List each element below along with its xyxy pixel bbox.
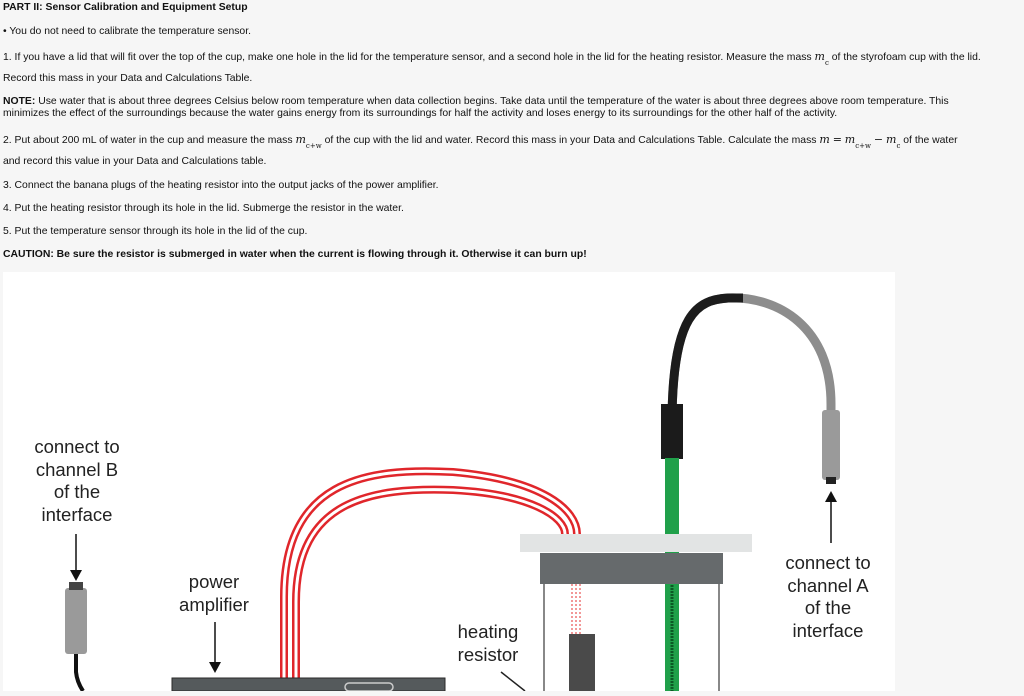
channel-a-plug-pins <box>826 477 836 484</box>
cup-lid <box>520 534 752 552</box>
note-line-1: NOTE: Use water that is about three degrees Celsius below room temperature when data collection begins. Take data until the temperature of the water is about three degrees above room temperature. This <box>3 96 949 107</box>
resistor-pointer <box>501 672 525 691</box>
power-amp-arrow <box>209 622 221 673</box>
step-1-line-1: 1. If you have a lid that will fit over the top of the cup, make one hole in the lid for the temperature sensor, and a second hole in the lid for the heating resistor. Measure the mass $m_c$ of the styrofoam cup with the lid. <box>3 50 981 67</box>
channel-a-label: connect to channel A of the interface <box>785 552 871 641</box>
heating-resistor-label: heating resistor <box>457 621 519 665</box>
step-1-line-2: Record this mass in your Data and Calculations Table. <box>3 73 253 84</box>
channel-b-plug-pins <box>69 582 83 590</box>
channel-a-plug <box>822 410 840 480</box>
step-4: 4. Put the heating resistor through its hole in the lid. Submerge the resistor in the water. <box>3 203 404 214</box>
equipment-setup-figure <box>3 272 895 691</box>
power-amplifier-label: power amplifier <box>179 571 249 615</box>
channel-a-arrow <box>825 491 837 543</box>
note-line-2: minimizes the effect of the surroundings because the water gains energy from its surroundings for half the activity and loses energy to its surroundings for the other half of the activity. <box>3 108 838 119</box>
sensor-handle <box>661 404 683 459</box>
step-5: 5. Put the temperature sensor through its hole in the lid of the cup. <box>3 226 308 237</box>
cup-rim <box>540 553 723 584</box>
calibration-bullet: • You do not need to calibrate the temperature sensor. <box>3 26 251 37</box>
step-2-line-1: 2. Put about 200 mL of water in the cup and measure the mass $m_{c+w}$ of the cup with the lid and water. Record this mass in your Data and Calculations Table. Calculate the mass $m = m_{c+w} - m_c$ of the water <box>3 133 958 150</box>
step-3: 3. Connect the banana plugs of the heating resistor into the output jacks of the power amplifier. <box>3 180 439 191</box>
power-amplifier-box <box>172 678 445 691</box>
section-title: PART II: Sensor Calibration and Equipment Setup <box>3 2 248 13</box>
heating-resistor-body <box>569 634 595 691</box>
channel-b-plug <box>65 588 87 654</box>
sensor-cable <box>672 298 831 452</box>
step-2-line-2: and record this value in your Data and Calculations table. <box>3 156 267 167</box>
channel-b-label: connect to channel B of the interface <box>34 436 120 525</box>
caution-text: CAUTION: Be sure the resistor is submerged in water when the current is flowing through it. Otherwise it can burn up! <box>3 249 587 260</box>
channel-b-cable <box>76 654 83 691</box>
channel-b-arrow <box>70 534 82 581</box>
